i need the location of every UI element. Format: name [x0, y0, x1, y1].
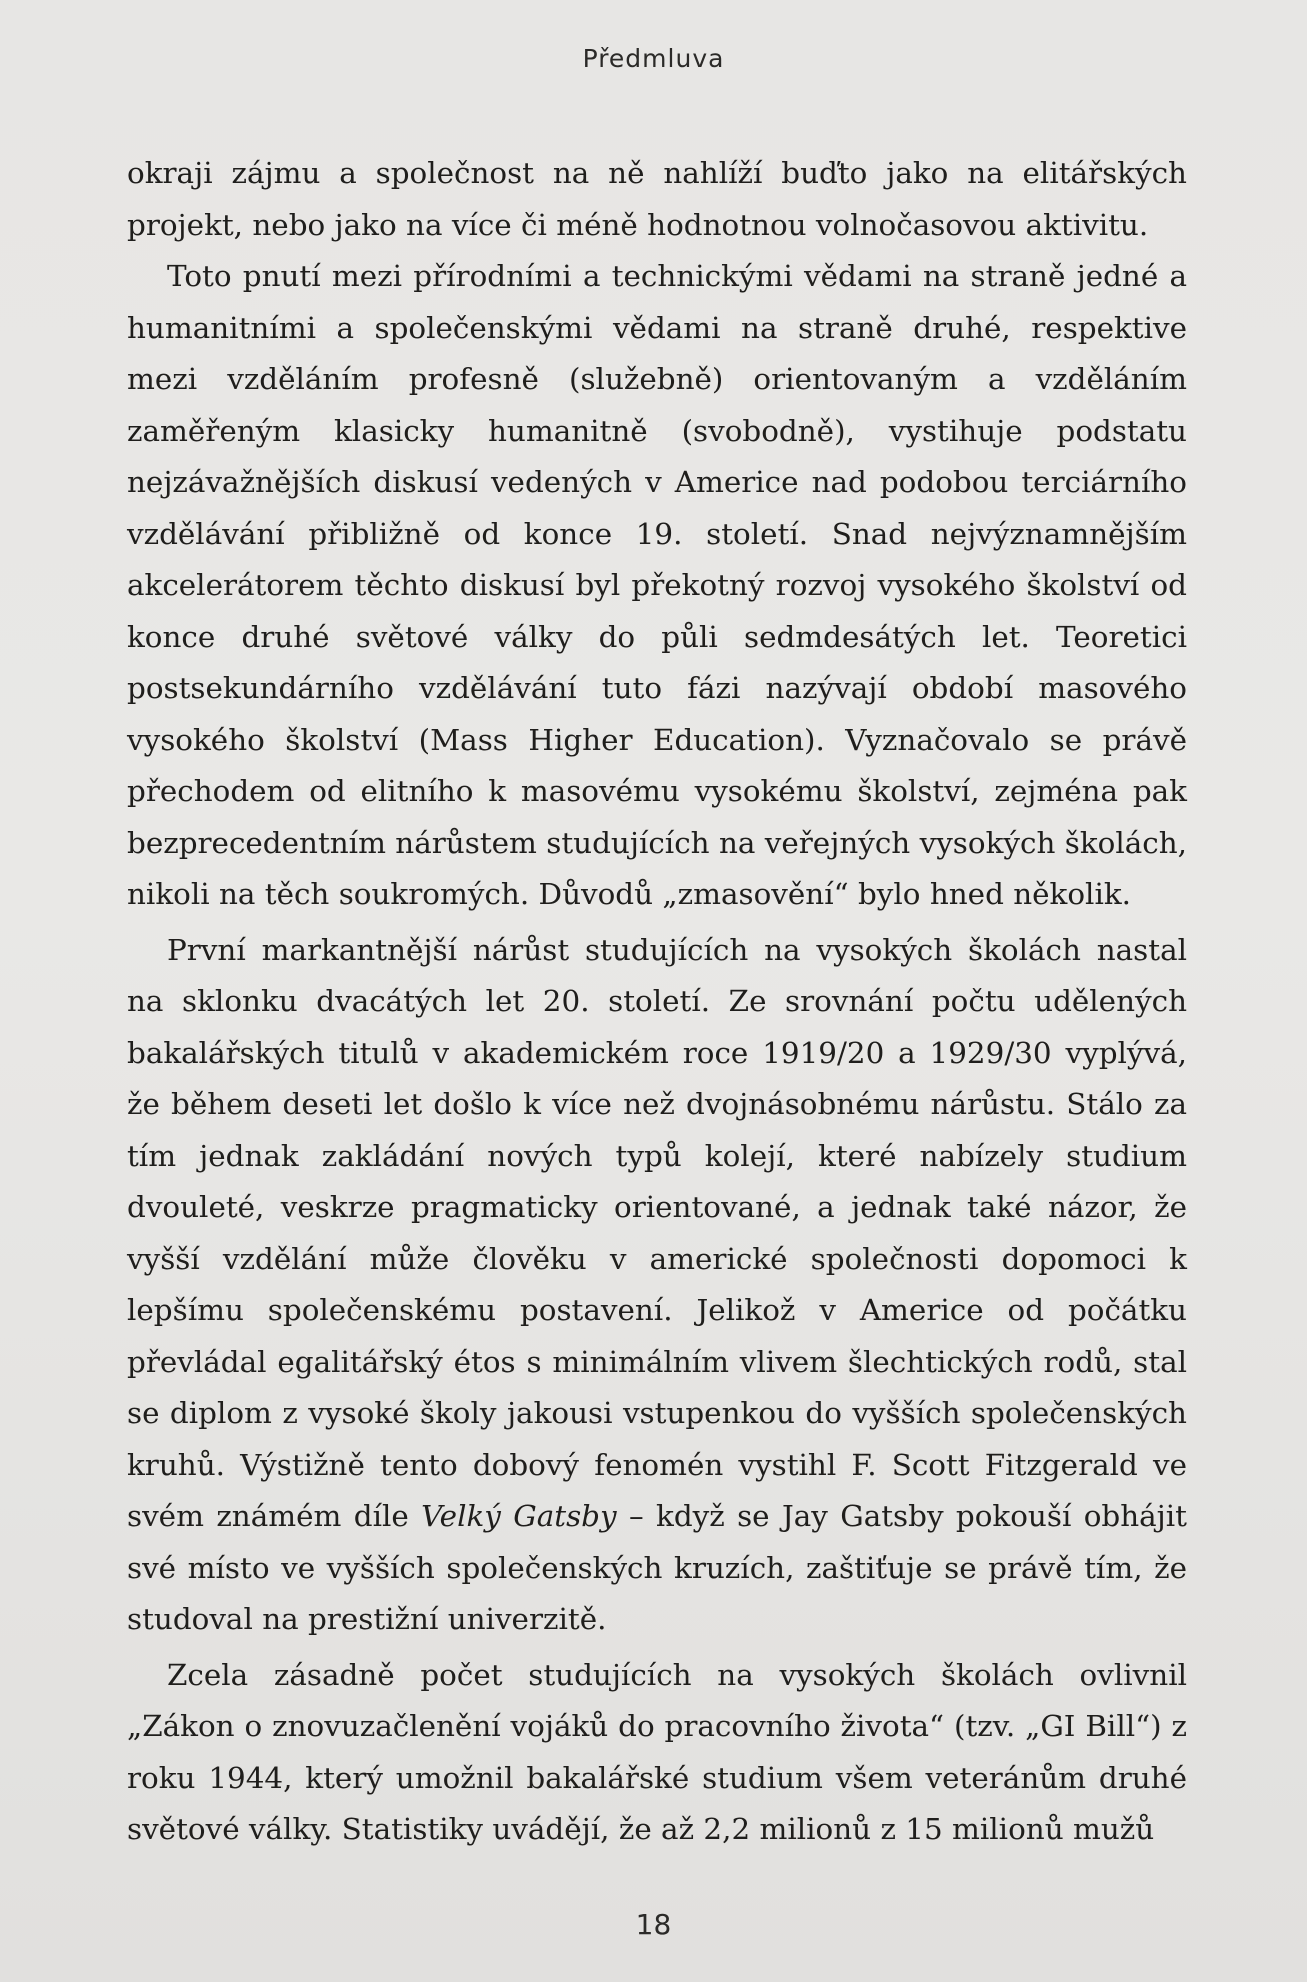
- book-title: Velký Gatsby: [421, 1499, 617, 1533]
- running-head: Předmluva: [582, 44, 725, 73]
- body-text: [127, 148, 1187, 1856]
- paragraph-continuation: okraji zájmu a společnost na ně nahlíží buďto jako na elitářských projekt, nebo jako na více či méně hodnotnou volnočasovou aktivitu.: [127, 156, 1187, 242]
- paragraph: Zcela zásadně počet studujících na vysokých školách ovlivnil „Zákon o znovuzačlenění vojáků do pracovního života“ (tzv. „GI Bill“) z roku 1944, který umožnil bakalářské studium všem veteránům druhé světové války. Statistiky uvádějí, že až 2,2 milionů z 15 milionů mužů: [127, 1657, 1187, 1846]
- paragraph-text: První markantnější nárůst studujících na vysokých školách nastal na sklonku dvacátých let 20. století. Ze srovnání počtu udělených bakalářských titulů v akademickém roce 1919/20 a 1929/30 vyplývá, že během deseti let došlo k více než dvojnásobnému nárůstu. Stálo za tím jednak zakládání nových typů kolejí, které nabízely studium dvouleté, veskrze pragmaticky orientované, a jednak také názor, že vyšší vzdělání může člověku v americké společnosti dopomoci k lepšímu společenskému postavení. Jelikož v Americe od počátku převládal egalitářský étos s minimálním vlivem šlechtických rodů, stal se diplom z vysoké školy jakousi vstupenkou do vyšších společenských kruhů. Výstižně tento dobový fenomén vystihl F. Scott Fitzgerald ve svém známém díle: [127, 932, 1187, 1533]
- paragraph: [127, 925, 1187, 1646]
- page-number: 18: [635, 1908, 672, 1941]
- paragraph-text: – když se Jay Gatsby pokouší obhájit své místo ve vyšších společenských kruzích, zaštiťuje se právě tím, že studoval na prestižní univerzitě.: [127, 1499, 1187, 1636]
- paragraph: Toto pnutí mezi přírodními a technickými vědami na straně jedné a humanitními a společenskými vědami na straně druhé, respektive mezi vzděláním profesně (služebně) orientovaným a vzděláním zaměřeným klasicky humanitně (svobodně), vystihuje podstatu nejzávažnějších diskusí vedených v Americe nad podobou terciárního vzdělávání přibližně od konce 19. století. Snad nejvýznamnějším akcelerátorem těchto diskusí byl překotný rozvoj vysokého školství od konce druhé světové války do půli sedmdesátých let. Teoretici postsekundárního vzdělávání tuto fázi nazývají období masového vysokého školství (Mass Higher Education). Vyznačovalo se právě přechodem od elitního k masovému vysokému školství, zejména pak bezprecedentním nárůstem studujících na veřejných vysokých školách, nikoli na těch soukromých. Důvodů „zmasovění“ bylo hned několik.: [127, 259, 1187, 911]
